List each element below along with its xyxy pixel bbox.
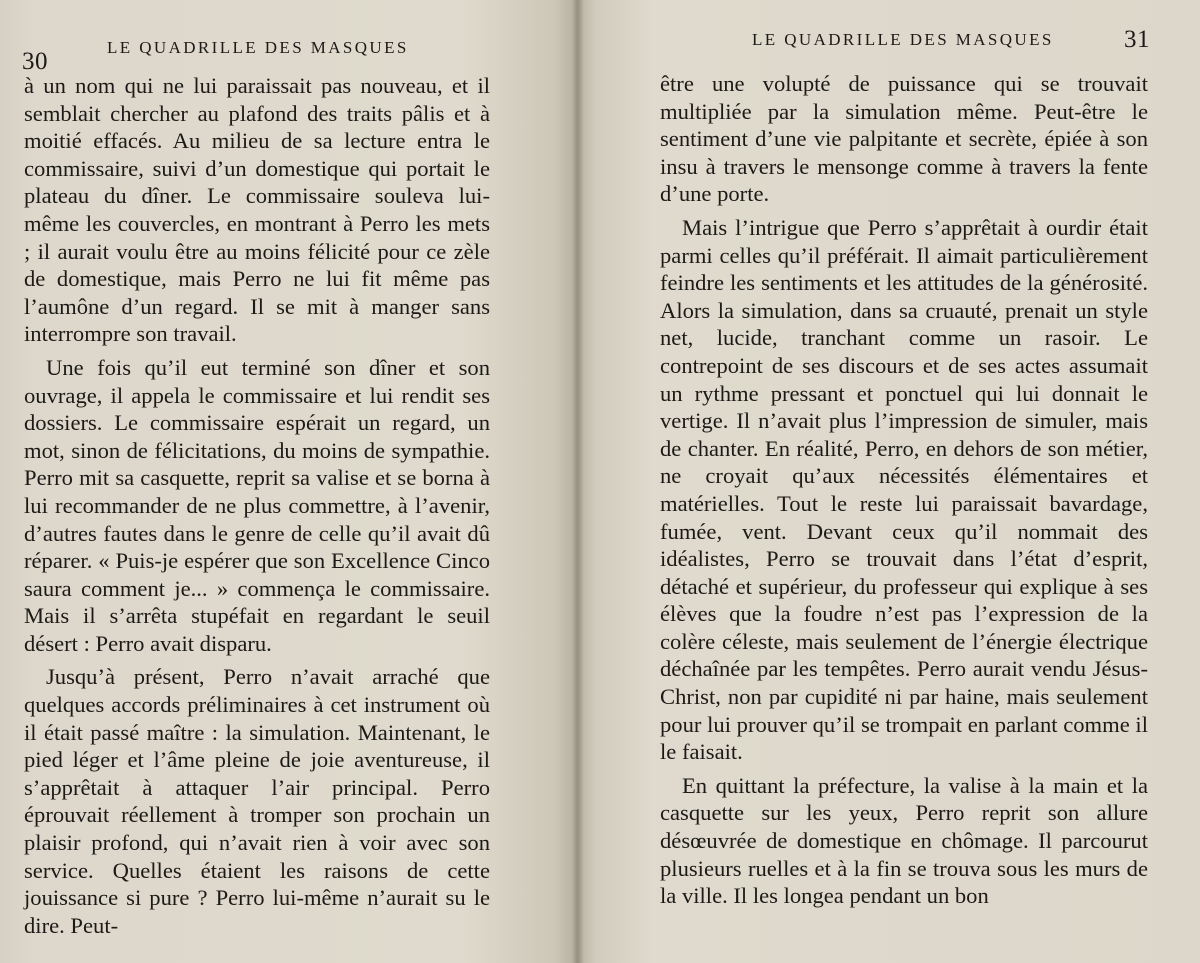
paragraph-continued: être une volupté de puissance qui se trouvait multipliée par la simulation même. Peut-être le sentiment d’une vie palpitante et secrète, épiée à son insu à travers le mensonge comme à travers la fente d’une porte.: [660, 71, 1148, 207]
paragraph: Une fois qu’il eut terminé son dîner et son ouvrage, il appela le commissaire et lui rendit ses dossiers. Le commissaire espérait un regard, un mot, sinon de félicitations, du moins de sympathie. Perro mit sa casquette, reprit sa valise et se borna à lui recommander de ne plus commettre, à l’avenir, d’autres fautes dans le genre de celle qu’il avait dû réparer. « Puis-je espérer que son Excellence Cinco saura comment je... » commença le commissaire. Mais il s’arrêta stupéfait en regardant le seuil désert : Perro avait disparu.: [24, 354, 490, 656]
right-page: [578, 0, 1200, 963]
body-text-left: [24, 72, 490, 939]
body-text-right: [660, 70, 1148, 910]
page-number-left: 30: [22, 48, 48, 75]
running-head-left: LE QUADRILLE DES MASQUES: [107, 38, 409, 57]
paragraph: Jusqu’à présent, Perro n’avait arraché que quelques accords préliminaires à cet instrument où il était passé maître : la simulation. Maintenant, le pied léger et l’âme pleine de joie aventureuse, il s’apprêtait à attaquer l’air principal. Perro éprouvait réellement à tromper son prochain un plaisir profond, qui n’avait rien à voir avec son service. Quelles étaient les raisons de cette jouissance si pure ? Perro lui-même n’aurait su le dire. Peut-: [24, 664, 490, 938]
paragraph-continued: à un nom qui ne lui paraissait pas nouveau, et il semblait chercher au plafond des traits pâlis et à moitié effacés. Au milieu de sa lecture entra le commissaire, suivi d’un domestique qui portait le plateau du dîner. Le commissaire souleva lui-même les couvercles, en montrant à Perro les mets ; il aurait voulu être au moins félicité pour ce zèle de domestique, mais Perro ne lui fit même pas l’aumône d’un regard. Il se mit à manger sans interrompre son travail.: [24, 73, 490, 347]
page-number-right: 31: [1124, 26, 1150, 53]
paragraph: Mais l’intrigue que Perro s’apprêtait à ourdir était parmi celles qu’il préférait. Il aimait particulièrement feindre les sentiments et les attitudes de la générosité. Alors la simulation, dans sa cruauté, prenait un style net, lucide, tranchant comme un rasoir. Le contrepoint de ses discours et de ses actes assumait un rythme pressant et ponctuel qui lui donnait le vertige. Il n’avait plus l’impression de simuler, mais de chanter. En réalité, Perro, en dehors de son métier, ne croyait qu’aux nécessités élémentaires et matérielles. Tout le reste lui paraissait bavardage, fumée, vent. Devant ceux qu’il nommait des idéalistes, Perro se trouvait dans l’état d’esprit, détaché et supérieur, du professeur qui explique à ses élèves que la foudre n’est pas l’expression de la colère céleste, mais seulement de l’énergie électrique déchaînée par les tempêtes. Perro aurait vendu Jésus-Christ, non par cupidité ni par haine, mais seulement pour lui prouver qu’il se trompait en parlant comme il le faisait.: [660, 214, 1148, 765]
book-gutter: [572, 0, 584, 963]
paragraph: En quittant la préfecture, la valise à la main et la casquette sur les yeux, Perro reprit son allure désœuvrée de domestique en chômage. Il parcourut plusieurs ruelles et à la fin se trouva sous les murs de la ville. Il les longea pendant un bon: [660, 772, 1148, 909]
left-page: [0, 0, 578, 963]
running-head-right: LE QUADRILLE DES MASQUES: [752, 30, 1054, 49]
